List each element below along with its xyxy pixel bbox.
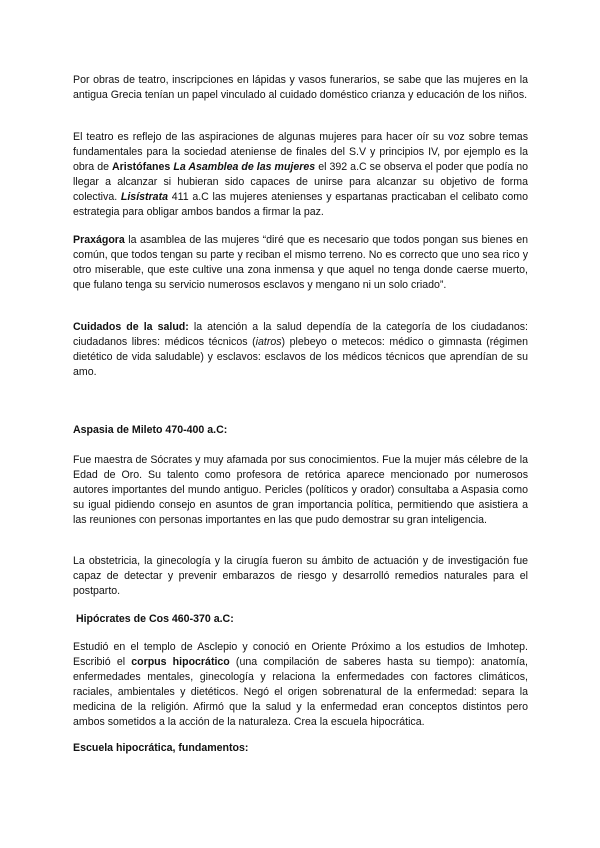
paragraph-hipocrates [73,640,528,730]
paragraph-obstetricia [73,554,528,599]
cuidados-text-1: la atención a la salud dependía de la categoría de los ciudadanos: ciudadanos libres: médicos técnicos ( [73,321,528,348]
iatros-term: iatros [255,336,282,348]
hipocrates-text-2: (una compilación de saberes hasta su tiempo): anatomía, enfermedades mentales, ginecología y relaciona la enfermedades con factores climáticos, raciales, ambientales y dietéticos. Negó el origen sobrenatural de la enfermedad: separa la medicina de la religión. Afirmó que la salud y la enfermedad eran conceptos distintos pero ambos sometidos a la acción de la naturaleza. Crea la escuela hipocrática. [73,656,529,728]
paragraph-praxagora [73,233,528,293]
heading-hipocrates: Hipócrates de Cos 460-370 a.C: [73,613,234,625]
teatro-text-1: El teatro es reflejo de las aspiraciones de algunas mujeres para hacer oír su voz sobre temas fundamentales para la sociedad ateniense de finales del S.V y principios IV, por ejemplo es la obra de [73,131,528,173]
paragraph-aspasia [73,453,528,528]
teatro-text-3: el 392 a.C se observa el poder que podía no llegar a alcanzar si hubieran sido capaces de unirse para alcanzar su objetivo de forma colectiva. [73,161,529,203]
cuidados-label: Cuidados de la salud: [73,321,189,333]
aristofanes-name: Aristófanes [112,161,171,173]
cuidados-text-2: ) plebeyo o metecos: médico o gimnasta (régimen dietético de vida saludable) y esclavos: esclavos de los médicos técnicos que aprendían de su amo. [73,336,528,378]
lisistrata-title: Lisístrata [120,191,168,203]
praxagora-name: Praxágora [73,234,125,246]
corpus-hipocratico: corpus hipocrático [131,656,230,668]
hipocrates-text-1: Estudió en el templo de Asclepio y conoció en Oriente Próximo a los estudios de Imhotep. Escribió el [73,641,528,668]
paragraph-intro [73,73,528,103]
paragraph-teatro [73,130,528,220]
aspasia-text: Fue maestra de Sócrates y muy afamada por sus conocimientos. Fue la mujer más célebre de la Edad de Oro. Su talento como profesora de retórica aparece mencionado por numerosos autores importantes del mundo antiguo. Pericles (políticos y orador) consultaba a Aspasia como su igual pidiendo consejo en asuntos de gran importancia política, permitiendo que asistiera a las reuniones con personas importantes en las que pudo demostrar su gran inteligencia. [73,454,528,526]
heading-escuela: Escuela hipocrática, fundamentos: [73,742,249,754]
paragraph-intro-text: Por obras de teatro, inscripciones en lápidas y vasos funerarios, se sabe que las mujeres en la antigua Grecia tenían un papel vinculado al cuidado doméstico crianza y educación de los niños. [73,74,528,101]
asamblea-title: La Asamblea de las mujeres [173,161,316,173]
paragraph-cuidados [73,320,528,380]
heading-aspasia: Aspasia de Mileto 470-400 a.C: [73,424,228,436]
praxagora-text: la asamblea de las mujeres “diré que es necesario que todos pongan sus bienes en común, que todos tengan su parte y reciban el mismo terreno. No es correcto que uno sea rico y otro miserable, que este cultive una zona inmensa y que aquel no tenga donde caerse muerto, que fulano tenga su servicio numerosos esclavos y mengano ni un solo criado”. [73,234,528,291]
teatro-text-4: 411 a.C las mujeres atenienses y espartanas practicaban el celibato como estrategia para obligar ambos bandos a firmar la paz. [73,191,528,218]
obstetricia-text: La obstetricia, la ginecología y la cirugía fueron su ámbito de actuación y de investigación fue capaz de detectar y prevenir embarazos de riesgo y desarrolló remedios naturales para el postparto. [73,555,528,597]
